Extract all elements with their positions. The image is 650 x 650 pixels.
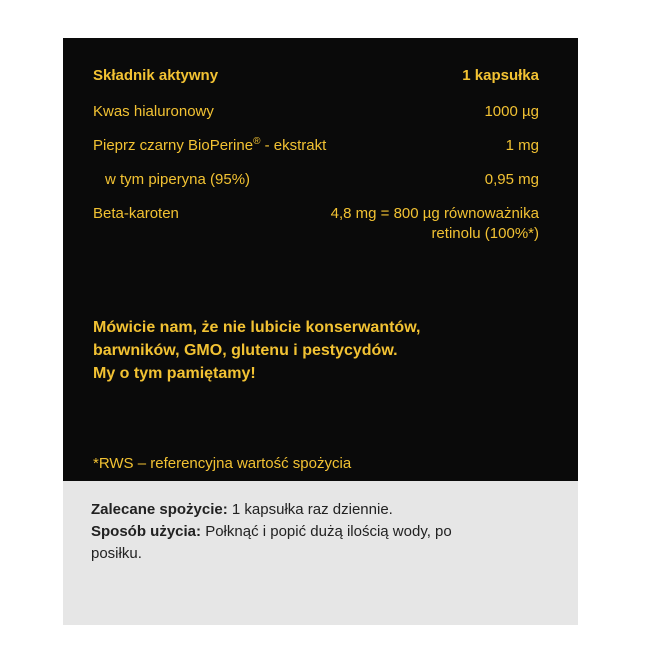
ingredient-amount: 1000 µg <box>484 103 539 120</box>
ingredient-name: Beta-karoten <box>93 205 179 222</box>
table-row <box>93 204 539 244</box>
footnote: *RWS – referencyjna wartość spożycia <box>93 455 352 472</box>
usage-info <box>91 499 471 565</box>
promo-line: barwników, GMO, glutenu i pestycydów. <box>93 342 398 359</box>
ingredient-name: Kwas hialuronowy <box>93 103 214 120</box>
usage-panel <box>63 481 578 625</box>
dose-line: Zalecane spożycie: 1 kapsułka raz dziennie. <box>91 501 393 518</box>
ingredients-panel <box>63 38 578 481</box>
table-row <box>93 102 539 122</box>
ingredient-name: Pieprz czarny BioPerine® - ekstrakt <box>93 136 327 154</box>
ingredient-amount: 1 mg <box>505 137 539 154</box>
promo-text <box>93 316 420 385</box>
method-line: Sposób użycia: Połknąć i popić dużą ilością wody, po posiłku. <box>91 523 452 562</box>
table-row <box>93 170 539 190</box>
promo-line: Mówicie nam, że nie lubicie konserwantów, <box>93 319 421 336</box>
promo-line: My o tym pamiętamy! <box>93 365 256 382</box>
ingredient-name: w tym piperyna (95%) <box>105 171 251 188</box>
ingredient-amount: 0,95 mg <box>484 171 539 188</box>
table-header <box>93 66 539 86</box>
header-ingredient: Składnik aktywny <box>93 67 219 84</box>
header-amount: 1 kapsułka <box>462 67 539 84</box>
ingredient-amount: 4,8 mg = 800 µg równoważnika retinolu (100%*) <box>330 205 539 242</box>
table-row <box>93 136 539 156</box>
